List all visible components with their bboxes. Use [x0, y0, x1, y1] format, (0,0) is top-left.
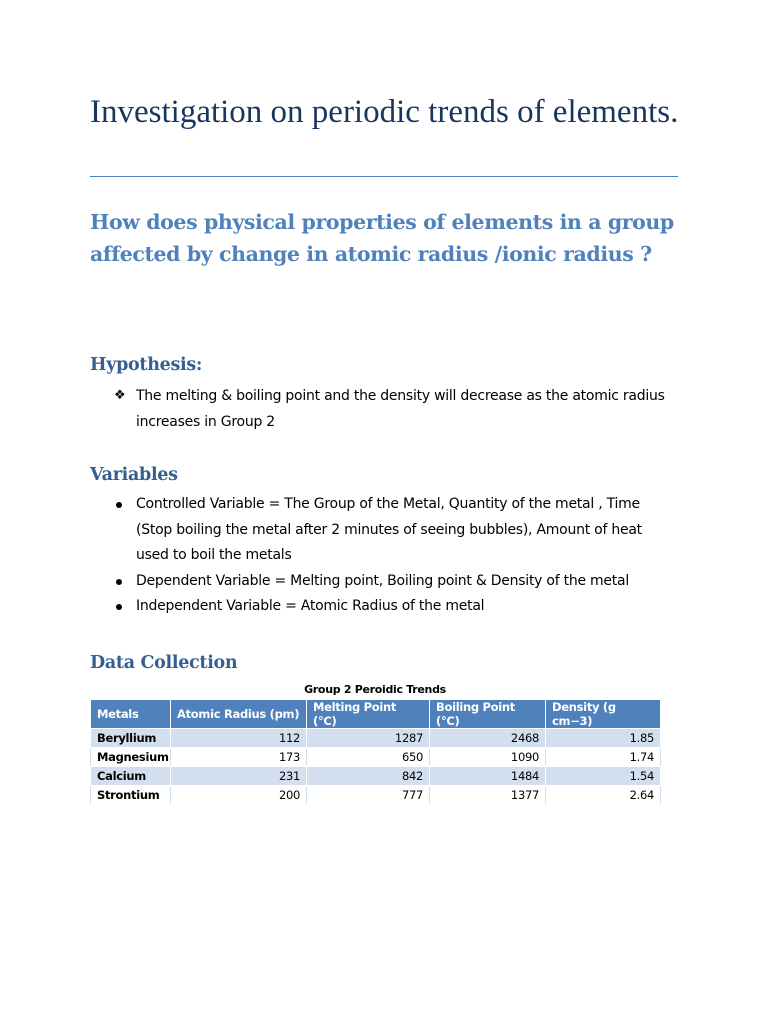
table-header-row: [91, 700, 661, 729]
density-cell: 2.64: [546, 786, 661, 805]
four-diamond-bullet-icon: ❖: [114, 388, 126, 403]
boiling-point-cell: 1377: [430, 786, 546, 805]
variable-item-dependent: [112, 569, 672, 595]
atomic-radius-cell: 200: [171, 786, 307, 805]
column-header: Boiling Point (°C): [430, 700, 546, 729]
hypothesis-text: The melting & boiling point and the density will decrease as the atomic radius increases in Group 2: [136, 388, 665, 430]
variable-text: Dependent Variable = Melting point, Boiling point & Density of the metal: [136, 572, 629, 589]
melting-point-cell: 1287: [307, 729, 430, 748]
density-cell: 1.74: [546, 748, 661, 767]
variables-list: [112, 492, 672, 620]
table-caption: Group 2 Peroidic Trends: [304, 683, 446, 696]
hypothesis-item: [112, 383, 672, 435]
hypothesis-heading: Hypothesis:: [90, 355, 203, 375]
research-question: How does physical properties of elements in a group affected by change in atomic radius /ionic radius ?: [90, 210, 674, 266]
data-collection-heading: Data Collection: [90, 653, 238, 673]
melting-point-cell: 650: [307, 748, 430, 767]
variable-item-independent: [112, 594, 672, 620]
table-row: [91, 748, 661, 767]
table-row: [91, 767, 661, 786]
boiling-point-cell: 1484: [430, 767, 546, 786]
variable-text: Independent Variable = Atomic Radius of the metal: [136, 598, 485, 614]
round-bullet-icon: [116, 579, 122, 585]
table-row: [91, 786, 661, 805]
column-header: Atomic Radius (pm): [171, 700, 307, 729]
round-bullet-icon: [116, 502, 122, 508]
variable-text: Controlled Variable = The Group of the Metal, Quantity of the metal , Time (Stop boiling the metal after 2 minutes of seeing bubbles), Amount of heat used to boil the metals: [136, 496, 642, 563]
column-header: Metals: [91, 700, 171, 729]
hypothesis-list: [112, 383, 672, 435]
boiling-point-cell: 2468: [430, 729, 546, 748]
atomic-radius-cell: 231: [171, 767, 307, 786]
group2-trends-table: [90, 699, 661, 805]
document-title: Investigation on periodic trends of elements.: [90, 94, 679, 130]
density-cell: 1.54: [546, 767, 661, 786]
density-cell: 1.85: [546, 729, 661, 748]
metal-name-cell: Beryllium: [91, 729, 171, 748]
metal-name-cell: Calcium: [91, 767, 171, 786]
title-divider: [90, 176, 678, 177]
melting-point-cell: 777: [307, 786, 430, 805]
boiling-point-cell: 1090: [430, 748, 546, 767]
variables-heading: Variables: [90, 465, 178, 485]
round-bullet-icon: [116, 604, 122, 610]
metal-name-cell: Magnesium: [91, 748, 171, 767]
melting-point-cell: 842: [307, 767, 430, 786]
metal-name-cell: Strontium: [91, 786, 171, 805]
column-header: Density (g cm−3): [546, 700, 661, 729]
atomic-radius-cell: 112: [171, 729, 307, 748]
column-header: Melting Point (°C): [307, 700, 430, 729]
variable-item-controlled: [112, 492, 672, 569]
atomic-radius-cell: 173: [171, 748, 307, 767]
table-row: [91, 729, 661, 748]
